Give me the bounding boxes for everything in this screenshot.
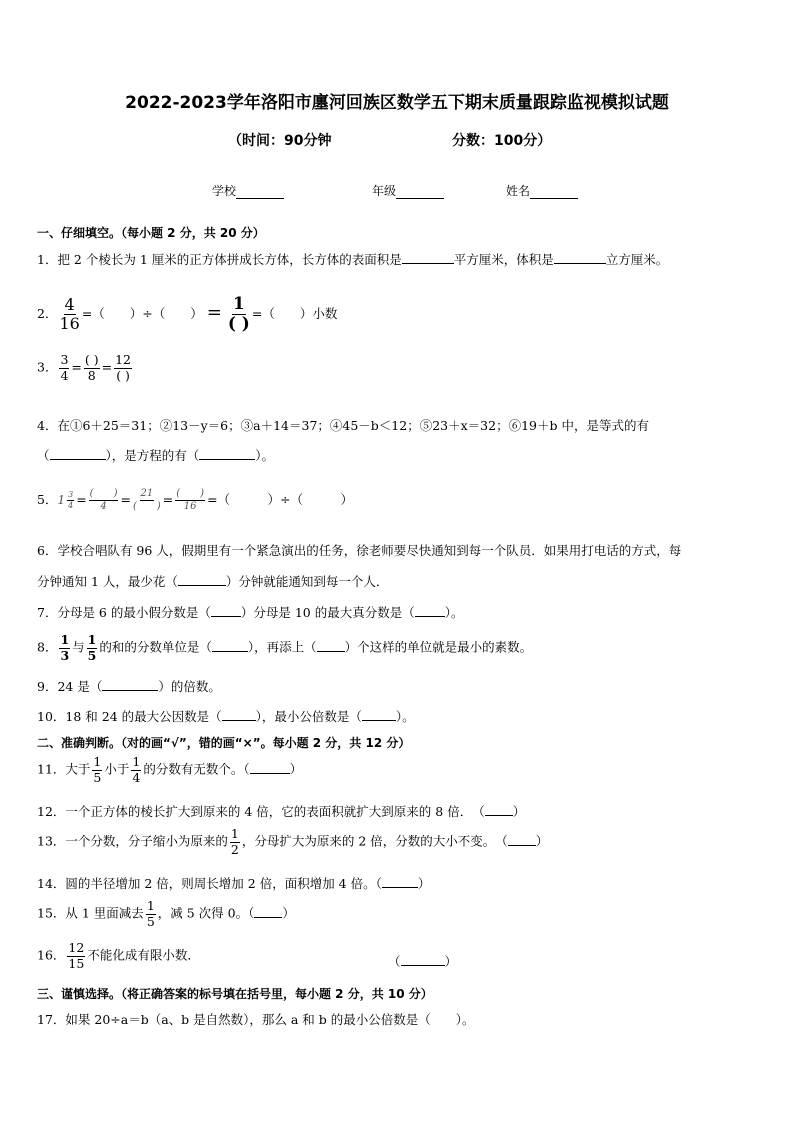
- school-blank[interactable]: [236, 186, 284, 199]
- question-15: 15．从 1 里面减去 $\frac{1}{5}$ ，减 5 次得 0。（ ）: [37, 898, 295, 929]
- answer-blank[interactable]: [362, 708, 396, 721]
- exam-score: 分数：100分）: [452, 133, 552, 149]
- school-label: 学校: [212, 184, 237, 198]
- question-6-line-1: 6．学校合唱队有 96 人，假期里有一个紧急演出的任务，徐老师要尽快通知到每一个队员．如果用打电话的方式，每: [37, 543, 682, 558]
- answer-blank[interactable]: [50, 447, 106, 460]
- name-blank[interactable]: [530, 186, 578, 199]
- section-1-heading: 一、仔细填空。（每小题 2 分，共 20 分）: [37, 226, 265, 240]
- question-9: 9．24 是（ ）的倍数。: [37, 679, 221, 694]
- question-16-answer: （ ）: [388, 954, 458, 969]
- question-12: 12．一个正方体的棱长扩大到原来的 4 倍，它的表面积就扩大到原来的 8 倍． （ ）: [37, 804, 526, 819]
- question-14: 14．圆的半径增加 2 倍，则周长增加 2 倍，面积增加 4 倍。（ ）: [37, 876, 431, 891]
- name-label: 姓名: [506, 184, 531, 198]
- answer-blank[interactable]: [222, 708, 256, 721]
- question-16: 16． $\frac{12}{15}$ 不能化成有限小数．: [37, 940, 200, 971]
- question-13: 13．一个分数，分子缩小为原来的 $\frac{1}{2}$ ，分母扩大为原来的 2 倍，分数的大小不变。 （ ）: [37, 826, 549, 857]
- answer-blank[interactable]: [102, 678, 158, 691]
- page-title: 2022-2023学年洛阳市廛河回族区数学五下期末质量跟踪监视模拟试题: [125, 93, 669, 113]
- fraction: $\frac{( )}{4}$: [89, 488, 118, 512]
- answer-blank[interactable]: [211, 604, 241, 617]
- fraction: $\frac{21}{( )}$: [132, 488, 161, 512]
- grade-field[interactable]: [372, 182, 444, 199]
- question-7: 7．分母是 6 的最小假分数是（ ）分母是 10 的最大真分数是（ ）。: [37, 605, 464, 620]
- question-3: 3． $\frac{3}{4}$ = $\frac{( )}{8}$ = $\frac{12}{( )}$: [37, 352, 132, 383]
- answer-blank[interactable]: [254, 905, 282, 918]
- question-5: 5．1 $\frac{3}{4}$ = $\frac{( )}{4}$ = $\frac{21}{( )}$ = $\frac{( )}{16}$ =（ ）÷（ ）: [37, 488, 354, 512]
- question-11: 11．大于 $\frac{1}{5}$ 小于 $\frac{1}{4}$ 的分数有无数个。（ ）: [37, 754, 303, 785]
- answer-blank[interactable]: [415, 604, 445, 617]
- answer-blank[interactable]: [401, 953, 445, 966]
- fraction: $\frac{( )}{16}$: [176, 488, 205, 512]
- question-4-line-2: （ ），是方程的有（ ）。: [37, 448, 275, 463]
- question-10: 10．18 和 24 的最大公因数是（ ），最小公倍数是（ ）。: [37, 709, 415, 724]
- fraction: $\frac{1}{5}$: [87, 632, 97, 663]
- section-3-heading: 三、谨慎选择。（将正确答案的标号填在括号里，每小题 2 分，共 10 分）: [37, 987, 433, 1001]
- answer-blank[interactable]: [250, 761, 290, 774]
- fraction: $\frac{1}{3}$: [60, 632, 70, 663]
- fraction: $\frac{1}{( )}$: [227, 294, 250, 334]
- question-4-line-1: 4．在①6＋25＝31；②13－y＝6；③a＋14＝37；④45－b＜12；⑤23＋x＝32；⑥19＋b 中，是等式的有: [37, 418, 649, 433]
- question-6-line-2: 分钟通知 1 人，最少花（ ）分钟就能通知到每一个人．: [37, 574, 389, 589]
- name-field[interactable]: [506, 182, 578, 199]
- fraction: $\frac{1}{2}$: [230, 826, 239, 857]
- fraction: $\frac{3}{4}$: [60, 352, 69, 383]
- grade-label: 年级: [372, 184, 397, 198]
- answer-blank[interactable]: [554, 251, 606, 264]
- question-1: 1．把 2 个棱长为 1 厘米的正方体拼成长方体，长方体的表面积是 平方厘米，体积是 立方厘米。: [37, 252, 669, 267]
- fraction: $\frac{( )}{8}$: [84, 352, 99, 383]
- exam-time: （时间：90分钟: [228, 133, 332, 149]
- grade-blank[interactable]: [396, 186, 444, 199]
- answer-blank[interactable]: [402, 251, 454, 264]
- question-17: 17．如果 20÷a＝b（a、b 是自然数），那么 a 和 b 的最小公倍数是（ ）。: [37, 1012, 475, 1027]
- fraction: $\frac{12}{15}$: [68, 940, 85, 971]
- fraction: $\frac{1}{5}$: [146, 898, 155, 929]
- answer-blank[interactable]: [178, 573, 226, 586]
- answer-blank[interactable]: [199, 447, 255, 460]
- answer-blank[interactable]: [317, 639, 345, 652]
- answer-blank[interactable]: [382, 875, 418, 888]
- question-2: 2． $\frac{4}{16}$ =（ ）÷（ ） = $\frac{1}{( )}$ =（ ）小数: [37, 294, 338, 334]
- fraction: $\frac{4}{16}$: [59, 295, 80, 333]
- answer-blank[interactable]: [212, 639, 248, 652]
- question-8: 8． $\frac{1}{3}$ 与 $\frac{1}{5}$ 的和的分数单位是（ ），再添上（ ）个这样的单位就是最小的素数。: [37, 632, 533, 663]
- section-2-heading: 二、准确判断。（对的画“√”，错的画“×”。每小题 2 分，共 12 分）: [37, 736, 411, 750]
- fraction: $\frac{1}{5}$: [93, 754, 102, 785]
- answer-blank[interactable]: [508, 833, 536, 846]
- fraction: $\frac{1}{4}$: [132, 754, 141, 785]
- fraction: $\frac{3}{4}$: [68, 490, 74, 510]
- fraction: $\frac{12}{( )}$: [115, 352, 132, 383]
- school-field[interactable]: [212, 182, 284, 199]
- answer-blank[interactable]: [485, 803, 513, 816]
